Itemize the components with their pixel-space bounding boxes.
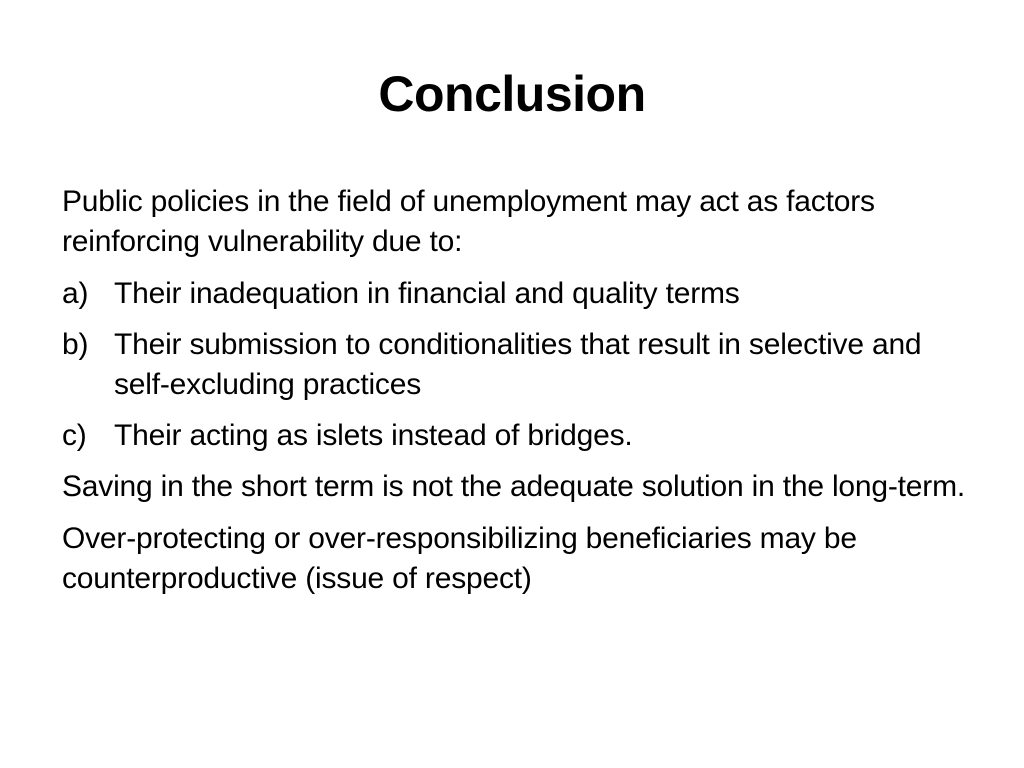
list-item-text: Their inadequation in financial and quality terms — [114, 277, 740, 310]
list-item-text: Their submission to conditionalities that result in selective and self-excluding practices — [114, 328, 922, 401]
slide-body — [62, 182, 972, 611]
slide-title: Conclusion — [378, 66, 646, 122]
intro-paragraph: Public policies in the field of unemployment may act as factors reinforcing vulnerability due to: — [62, 185, 875, 258]
short-term-paragraph: Saving in the short term is not the adequate solution in the long-term. — [62, 470, 965, 503]
list-item-b — [62, 325, 972, 405]
list-marker: b) — [62, 328, 89, 361]
respect-paragraph: Over-protecting or over-responsibilizing beneficiaries may be counterproductive (issue of respect) — [62, 522, 857, 595]
list-item-text: Their acting as islets instead of bridges. — [114, 419, 633, 452]
list-marker: c) — [62, 419, 87, 452]
list-item-a — [62, 274, 972, 314]
list-marker: a) — [62, 277, 89, 310]
list-item-c — [62, 416, 972, 456]
